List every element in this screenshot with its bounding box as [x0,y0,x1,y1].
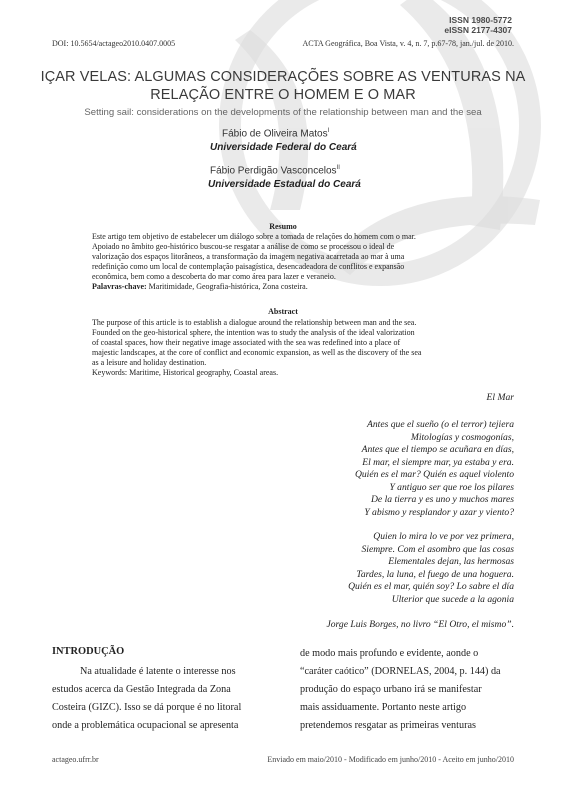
abstract-keywords: Keywords: Maritime, Historical geography, Coastal areas. [92,368,279,377]
poem-line: Quién es el mar, quién soy? Lo sabre el día [348,581,514,592]
abstract-heading: Abstract [268,307,298,316]
poem-line: Mitologías y cosmogonías, [410,431,514,443]
author-1-mark: I [327,128,330,134]
poem-line: El mar, el siempre mar, ya estaba y era. [362,456,514,468]
resumo-keywords [92,282,474,292]
poem-title: El Mar [486,392,514,403]
resumo-line: redefinição como um local de contemplação paisagística, desencadeadora de conflitos e expansão [92,262,405,271]
poem-attribution: Jorge Luis Borges, no livro “El Otro, el mismo”. [326,619,514,630]
issn: ISSN 1980-5772 [449,15,512,25]
abstract-line: majestic landscapes, at the core of conflict and economic expansion, as well as the discovery of the sea [92,348,422,357]
footer-dates: Enviado em maio/2010 - Modificado em junho/2010 - Aceito em junho/2010 [267,755,514,764]
resumo-line: valorização dos espaços litorâneos, a transformação da imagem negativa acarretada ao mar à uma [92,252,405,261]
poem-line: Antes que el tiempo se acuñara en días, [361,444,514,455]
article-title-line1: IÇAR VELAS: ALGUMAS CONSIDERAÇÕES SOBRE AS VENTURAS NA [40,69,526,85]
author-2-affiliation: Universidade Estadual do Ceará [208,179,361,190]
resumo-body [92,232,474,292]
poem-line: Siempre. Com el asombro que las cosas [361,543,514,555]
poem-line: Ulterior que sucede a la agonia [391,593,514,605]
introduction-heading: INTRODUÇÃO [52,646,125,657]
intro-line: Costeira (GIZC). Isso se dá porque é no litoral [52,702,242,713]
intro-line: onde a problemática ocupacional se apresenta [52,720,239,731]
intro-line: de modo mais profundo e evidente, aonde o [300,648,479,659]
intro-line: estudos acerca da Gestão Integrada da Zona [52,684,231,695]
abstract-line: The purpose of this article is to establish a dialogue around the relationship between man and the sea. [92,318,417,327]
abstract-line: Founded on the geo-historical sphere, the intention was to study the analysis of the ideal valorization [92,328,415,337]
keywords-label: Palavras-chave: [92,282,147,291]
poem-line: Y antiguo ser que roe los pilares [389,481,514,493]
footer-site-link[interactable]: actageo.ufrr.br [52,755,99,764]
poem-line: Tardes, la luna, el fuego de una hoguera. [356,568,514,580]
intro-line: mais assiduamente. Portanto neste artigo [300,702,467,713]
poem-line: Quién es el mar? Quién es aquel violento [354,469,514,480]
author-1-name: Fábio de Oliveira Matos [222,128,328,140]
author-2 [210,165,340,176]
keywords-values: Maritimidade, Geografia-histórica, Zona costeira. [146,282,308,291]
journal-citation: ACTA Geográfica, Boa Vista, v. 4, n. 7, p.67-78, jan./jul. de 2010. [302,39,514,48]
author-2-name: Fábio Perdigão Vasconcelos [210,165,337,177]
article-subtitle: Setting sail: considerations on the developments of the relationship between man and the sea [84,107,482,118]
intro-line: produção do espaço urbano irá se manifestar [300,684,482,695]
doi: DOI: 10.5654/actageo2010.0407.0005 [52,39,176,48]
resumo-line: Este artigo tem objetivo de estabelecer um diálogo sobre a tomada de relações do homem com o mar. [92,232,416,241]
poem-line: Quien lo mira lo ve por vez primera, [373,531,514,542]
abstract-body [92,318,474,378]
poem-line: Elementales dejan, las hermosas [388,556,514,567]
abstract-line: of coastal spaces, how their negative image associated with the sea was redefined into a place of [92,338,401,347]
author-1 [222,128,329,139]
intro-line: pretendemos resgatar as primeiras venturas [300,720,476,731]
resumo-heading: Resumo [269,222,297,231]
poem-line: De la tierra y es uno y muchos mares [371,494,514,505]
intro-line: Na atualidade é latente o interesse nos [80,666,236,677]
intro-right-column [300,645,514,735]
resumo-line: econômica, bem como a descoberta do mar como área para lazer e veraneio. [92,272,336,281]
resumo-line: Apoiado no âmbito geo-histórico buscou-se resgatar a análise de como se processou o ideal de [92,242,395,251]
abstract-line: as a leisure and holiday destination. [92,358,207,367]
article-title-line2: RELAÇÃO ENTRE O HOMEM E O MAR [150,87,416,103]
poem-stanza-2 [348,531,514,606]
intro-line: “caráter caótico” (DORNELAS, 2004, p. 144) da [300,666,501,677]
poem-line: Antes que el sueño (o el terror) tejiera [367,419,514,430]
author-1-affiliation: Universidade Federal do Ceará [210,142,357,153]
intro-left-column [52,663,266,735]
poem-stanza-1 [355,419,514,519]
poem-line: Y abismo y resplandor y azar y viento? [364,506,514,518]
eissn: eISSN 2177-4307 [444,25,512,35]
author-2-mark: II [336,165,340,171]
